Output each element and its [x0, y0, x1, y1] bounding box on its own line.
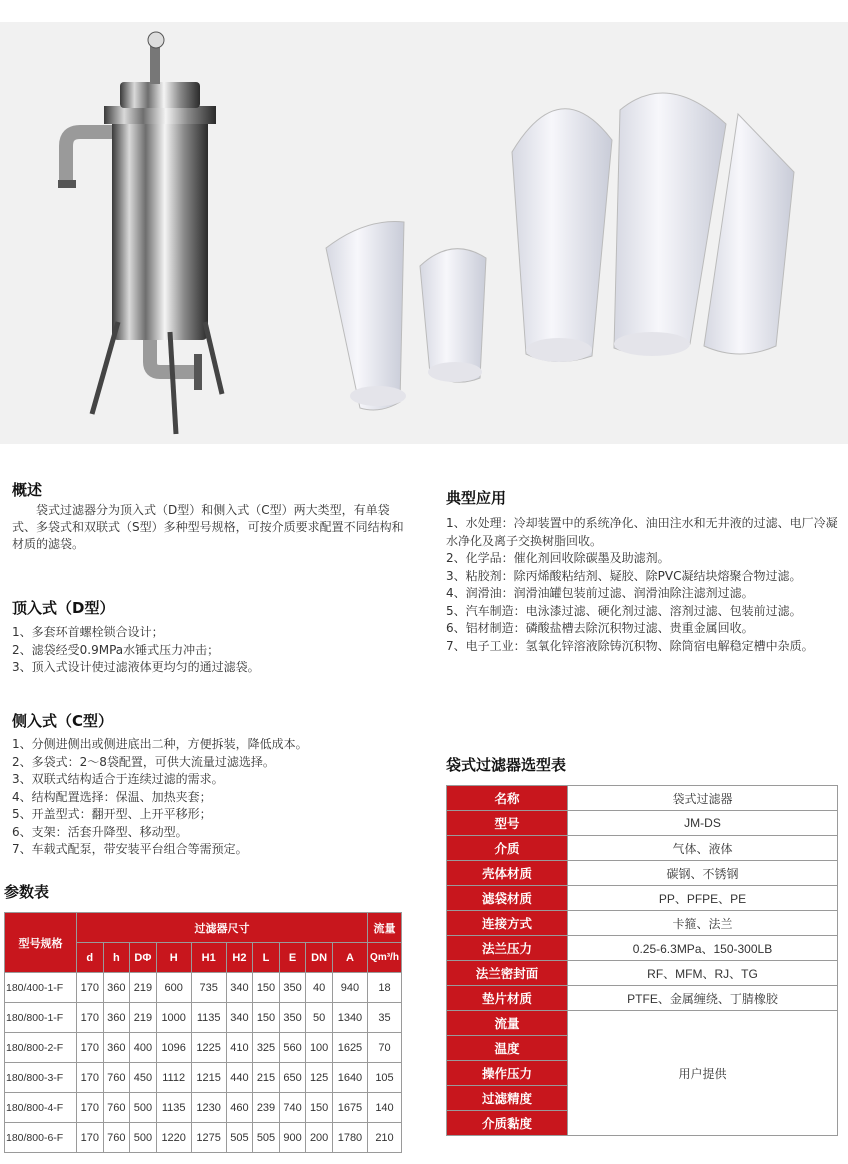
table-row — [447, 836, 838, 861]
model-cell: 180/800-1-F — [5, 1003, 77, 1033]
list-item: 2、滤袋经受0.9MPa水锤式压力冲击； — [12, 642, 220, 657]
table-row — [447, 911, 838, 936]
spec-value: PTFE、金属缠绕、丁腈橡胶 — [568, 986, 838, 1011]
spec-label: 壳体材质 — [447, 861, 568, 886]
column-header: H1 — [191, 943, 226, 973]
product-hero-image — [0, 22, 848, 444]
table-cell: 505 — [253, 1123, 280, 1153]
table-cell: 105 — [368, 1063, 402, 1093]
size-group-header: 过滤器尺寸 — [77, 913, 368, 943]
table-cell: 125 — [306, 1063, 333, 1093]
table-cell: 40 — [306, 973, 333, 1003]
table-row — [447, 1011, 838, 1036]
table-cell: 1215 — [191, 1063, 226, 1093]
flow-column-header: 流量 — [368, 913, 402, 943]
spec-value: 卡箍、法兰 — [568, 911, 838, 936]
table-cell: 219 — [130, 1003, 157, 1033]
list-item: 2、化学品：催化剂回收除碳墨及助滤剂。 — [446, 551, 670, 565]
filter-vessel-illustration — [58, 32, 222, 434]
list-item: 4、结构配置选择：保温、加热夹套； — [12, 789, 212, 804]
list-item: 5、汽车制造：电泳漆过滤、硬化剂过滤、溶剂过滤、包装前过滤。 — [446, 603, 802, 618]
spec-value: 0.25-6.3MPa、150-300LB — [568, 936, 838, 961]
table-cell: 940 — [332, 973, 367, 1003]
table-cell: 1340 — [332, 1003, 367, 1033]
table-cell: 239 — [253, 1093, 280, 1123]
table-cell: 18 — [368, 973, 402, 1003]
list-item: 3、双联式结构适合于连续过滤的需求。 — [12, 772, 224, 786]
applications-list — [446, 515, 842, 655]
model-cell: 180/800-3-F — [5, 1063, 77, 1093]
table-cell: 500 — [130, 1093, 157, 1123]
spec-label: 法兰密封面 — [447, 961, 568, 986]
table-cell: 200 — [306, 1123, 333, 1153]
top-entry-heading: 顶入式（D型） — [12, 599, 115, 617]
table-cell: 340 — [226, 973, 253, 1003]
table-cell: 1625 — [332, 1033, 367, 1063]
spec-label: 名称 — [447, 786, 568, 811]
table-cell: 1275 — [191, 1123, 226, 1153]
table-cell: 150 — [253, 1003, 280, 1033]
list-item: 5、开盖型式：翻开型、上开平移形； — [12, 807, 212, 821]
model-cell: 180/800-6-F — [5, 1123, 77, 1153]
table-cell: 400 — [130, 1033, 157, 1063]
table-cell: 500 — [130, 1123, 157, 1153]
selection-table — [446, 785, 838, 1136]
spec-label: 法兰压力 — [447, 936, 568, 961]
spec-label: 型号 — [447, 811, 568, 836]
param-table-heading: 参数表 — [4, 883, 50, 901]
list-item: 3、粘胶剂：除丙烯酸粘结剂、疑胶、除PVC凝结块熔聚合物过滤。 — [446, 568, 802, 583]
table-cell: 100 — [306, 1033, 333, 1063]
side-entry-list — [12, 736, 408, 859]
table-cell: 170 — [77, 1063, 104, 1093]
spec-label: 温度 — [447, 1036, 568, 1061]
table-cell: 219 — [130, 973, 157, 1003]
list-item: 3、顶入式设计使过滤液体更均匀的通过滤袋。 — [12, 660, 260, 674]
top-entry-list — [12, 624, 408, 677]
table-cell: 170 — [77, 1123, 104, 1153]
table-cell: 170 — [77, 1093, 104, 1123]
column-header: A — [332, 943, 367, 973]
table-row — [5, 973, 402, 1003]
table-cell: 760 — [103, 1063, 130, 1093]
spec-label: 垫片材质 — [447, 986, 568, 1011]
column-header: Qm³/h — [368, 943, 402, 973]
table-row — [5, 1063, 402, 1093]
table-cell: 560 — [279, 1033, 306, 1063]
column-header: h — [103, 943, 130, 973]
table-cell: 325 — [253, 1033, 280, 1063]
table-cell: 140 — [368, 1093, 402, 1123]
table-cell: 35 — [368, 1003, 402, 1033]
table-cell: 1135 — [191, 1003, 226, 1033]
table-cell: 1135 — [156, 1093, 191, 1123]
side-entry-heading: 侧入式（C型） — [12, 712, 114, 730]
spec-label: 介质黏度 — [447, 1111, 568, 1136]
column-header: DN — [306, 943, 333, 973]
column-header: E — [279, 943, 306, 973]
model-cell: 180/800-4-F — [5, 1093, 77, 1123]
table-row — [447, 811, 838, 836]
table-row — [447, 961, 838, 986]
table-cell: 210 — [368, 1123, 402, 1153]
list-item: 7、电子工业：氢氧化锌溶液除铸沉积物、除筒宿电解稳定槽中杂质。 — [446, 638, 814, 653]
spec-value: 气体、液体 — [568, 836, 838, 861]
table-cell: 760 — [103, 1123, 130, 1153]
spec-label: 滤袋材质 — [447, 886, 568, 911]
spec-label: 介质 — [447, 836, 568, 861]
table-cell: 170 — [77, 973, 104, 1003]
table-cell: 410 — [226, 1033, 253, 1063]
spec-value: 碳钢、不锈钢 — [568, 861, 838, 886]
table-cell: 900 — [279, 1123, 306, 1153]
table-row — [5, 1123, 402, 1153]
table-cell: 650 — [279, 1063, 306, 1093]
table-cell: 760 — [103, 1093, 130, 1123]
overview-text: 袋式过滤器分为顶入式（D型）和侧入式（C型）两大类型，有单袋式、多袋式和双联式（S型）多种型号规格，可按介质要求配置不同结构和材质的滤袋。 — [12, 503, 404, 551]
table-row — [447, 936, 838, 961]
table-cell: 50 — [306, 1003, 333, 1033]
spec-value: 袋式过滤器 — [568, 786, 838, 811]
spec-label: 流量 — [447, 1011, 568, 1036]
table-cell: 340 — [226, 1003, 253, 1033]
table-cell: 170 — [77, 1003, 104, 1033]
table-row — [5, 1033, 402, 1063]
table-cell: 440 — [226, 1063, 253, 1093]
table-row — [447, 986, 838, 1011]
column-header: L — [253, 943, 280, 973]
list-item: 7、车载式配泵，带安装平台组合等需预定。 — [12, 842, 248, 856]
table-cell: 735 — [191, 973, 226, 1003]
table-cell: 150 — [306, 1093, 333, 1123]
table-row — [5, 1003, 402, 1033]
param-table — [4, 912, 402, 1153]
spec-label: 操作压力 — [447, 1061, 568, 1086]
applications-heading: 典型应用 — [446, 489, 507, 507]
table-cell: 360 — [103, 1033, 130, 1063]
table-cell: 1225 — [191, 1033, 226, 1063]
table-cell: 740 — [279, 1093, 306, 1123]
table-cell: 1230 — [191, 1093, 226, 1123]
column-header: DΦ — [130, 943, 157, 973]
table-cell: 215 — [253, 1063, 280, 1093]
filter-bags-illustration — [326, 93, 794, 410]
table-cell: 350 — [279, 973, 306, 1003]
spec-value: JM-DS — [568, 811, 838, 836]
table-cell: 505 — [226, 1123, 253, 1153]
table-cell: 360 — [103, 973, 130, 1003]
list-item: 1、分侧进侧出或侧进底出二种，方便拆装，降低成本。 — [12, 737, 308, 751]
table-cell: 1220 — [156, 1123, 191, 1153]
table-cell: 1000 — [156, 1003, 191, 1033]
spec-value-user-provided: 用户提供 — [568, 1011, 838, 1136]
list-item: 1、多套环首螺栓锁合设计； — [12, 625, 164, 639]
model-cell: 180/400-1-F — [5, 973, 77, 1003]
overview-heading: 概述 — [12, 481, 43, 499]
table-cell: 600 — [156, 973, 191, 1003]
table-row — [447, 861, 838, 886]
table-row — [447, 786, 838, 811]
table-cell: 460 — [226, 1093, 253, 1123]
spec-value: RF、MFM、RJ、TG — [568, 961, 838, 986]
table-cell: 150 — [253, 973, 280, 1003]
column-header: d — [77, 943, 104, 973]
table-cell: 1780 — [332, 1123, 367, 1153]
spec-label: 连接方式 — [447, 911, 568, 936]
table-cell: 170 — [77, 1033, 104, 1063]
list-item: 2、多袋式：2～8袋配置，可供大流量过滤选择。 — [12, 754, 275, 769]
table-cell: 360 — [103, 1003, 130, 1033]
table-cell: 450 — [130, 1063, 157, 1093]
model-column-header: 型号规格 — [5, 913, 77, 973]
list-item: 4、润滑油：润滑油罐包装前过滤、润滑油除注滤剂过滤。 — [446, 586, 754, 600]
table-cell: 1112 — [156, 1063, 191, 1093]
table-cell: 1096 — [156, 1033, 191, 1063]
table-row — [5, 1093, 402, 1123]
model-cell: 180/800-2-F — [5, 1033, 77, 1063]
spec-value: PP、PFPE、PE — [568, 886, 838, 911]
spec-label: 过滤精度 — [447, 1086, 568, 1111]
list-item: 6、支架：活套升降型、移动型。 — [12, 824, 188, 839]
selection-table-heading: 袋式过滤器选型表 — [446, 756, 567, 774]
table-row — [447, 886, 838, 911]
table-cell: 1675 — [332, 1093, 367, 1123]
list-item: 6、铝材制造：磷酸盐槽去除沉积物过滤、贵重金属回收。 — [446, 621, 754, 635]
table-cell: 70 — [368, 1033, 402, 1063]
table-cell: 1640 — [332, 1063, 367, 1093]
list-item: 1、水处理：冷却装置中的系统净化、油田注水和无井液的过滤、电厂冷凝水净化及离子交换树脂回收。 — [446, 516, 838, 548]
table-cell: 350 — [279, 1003, 306, 1033]
column-header: H2 — [226, 943, 253, 973]
column-header: H — [156, 943, 191, 973]
